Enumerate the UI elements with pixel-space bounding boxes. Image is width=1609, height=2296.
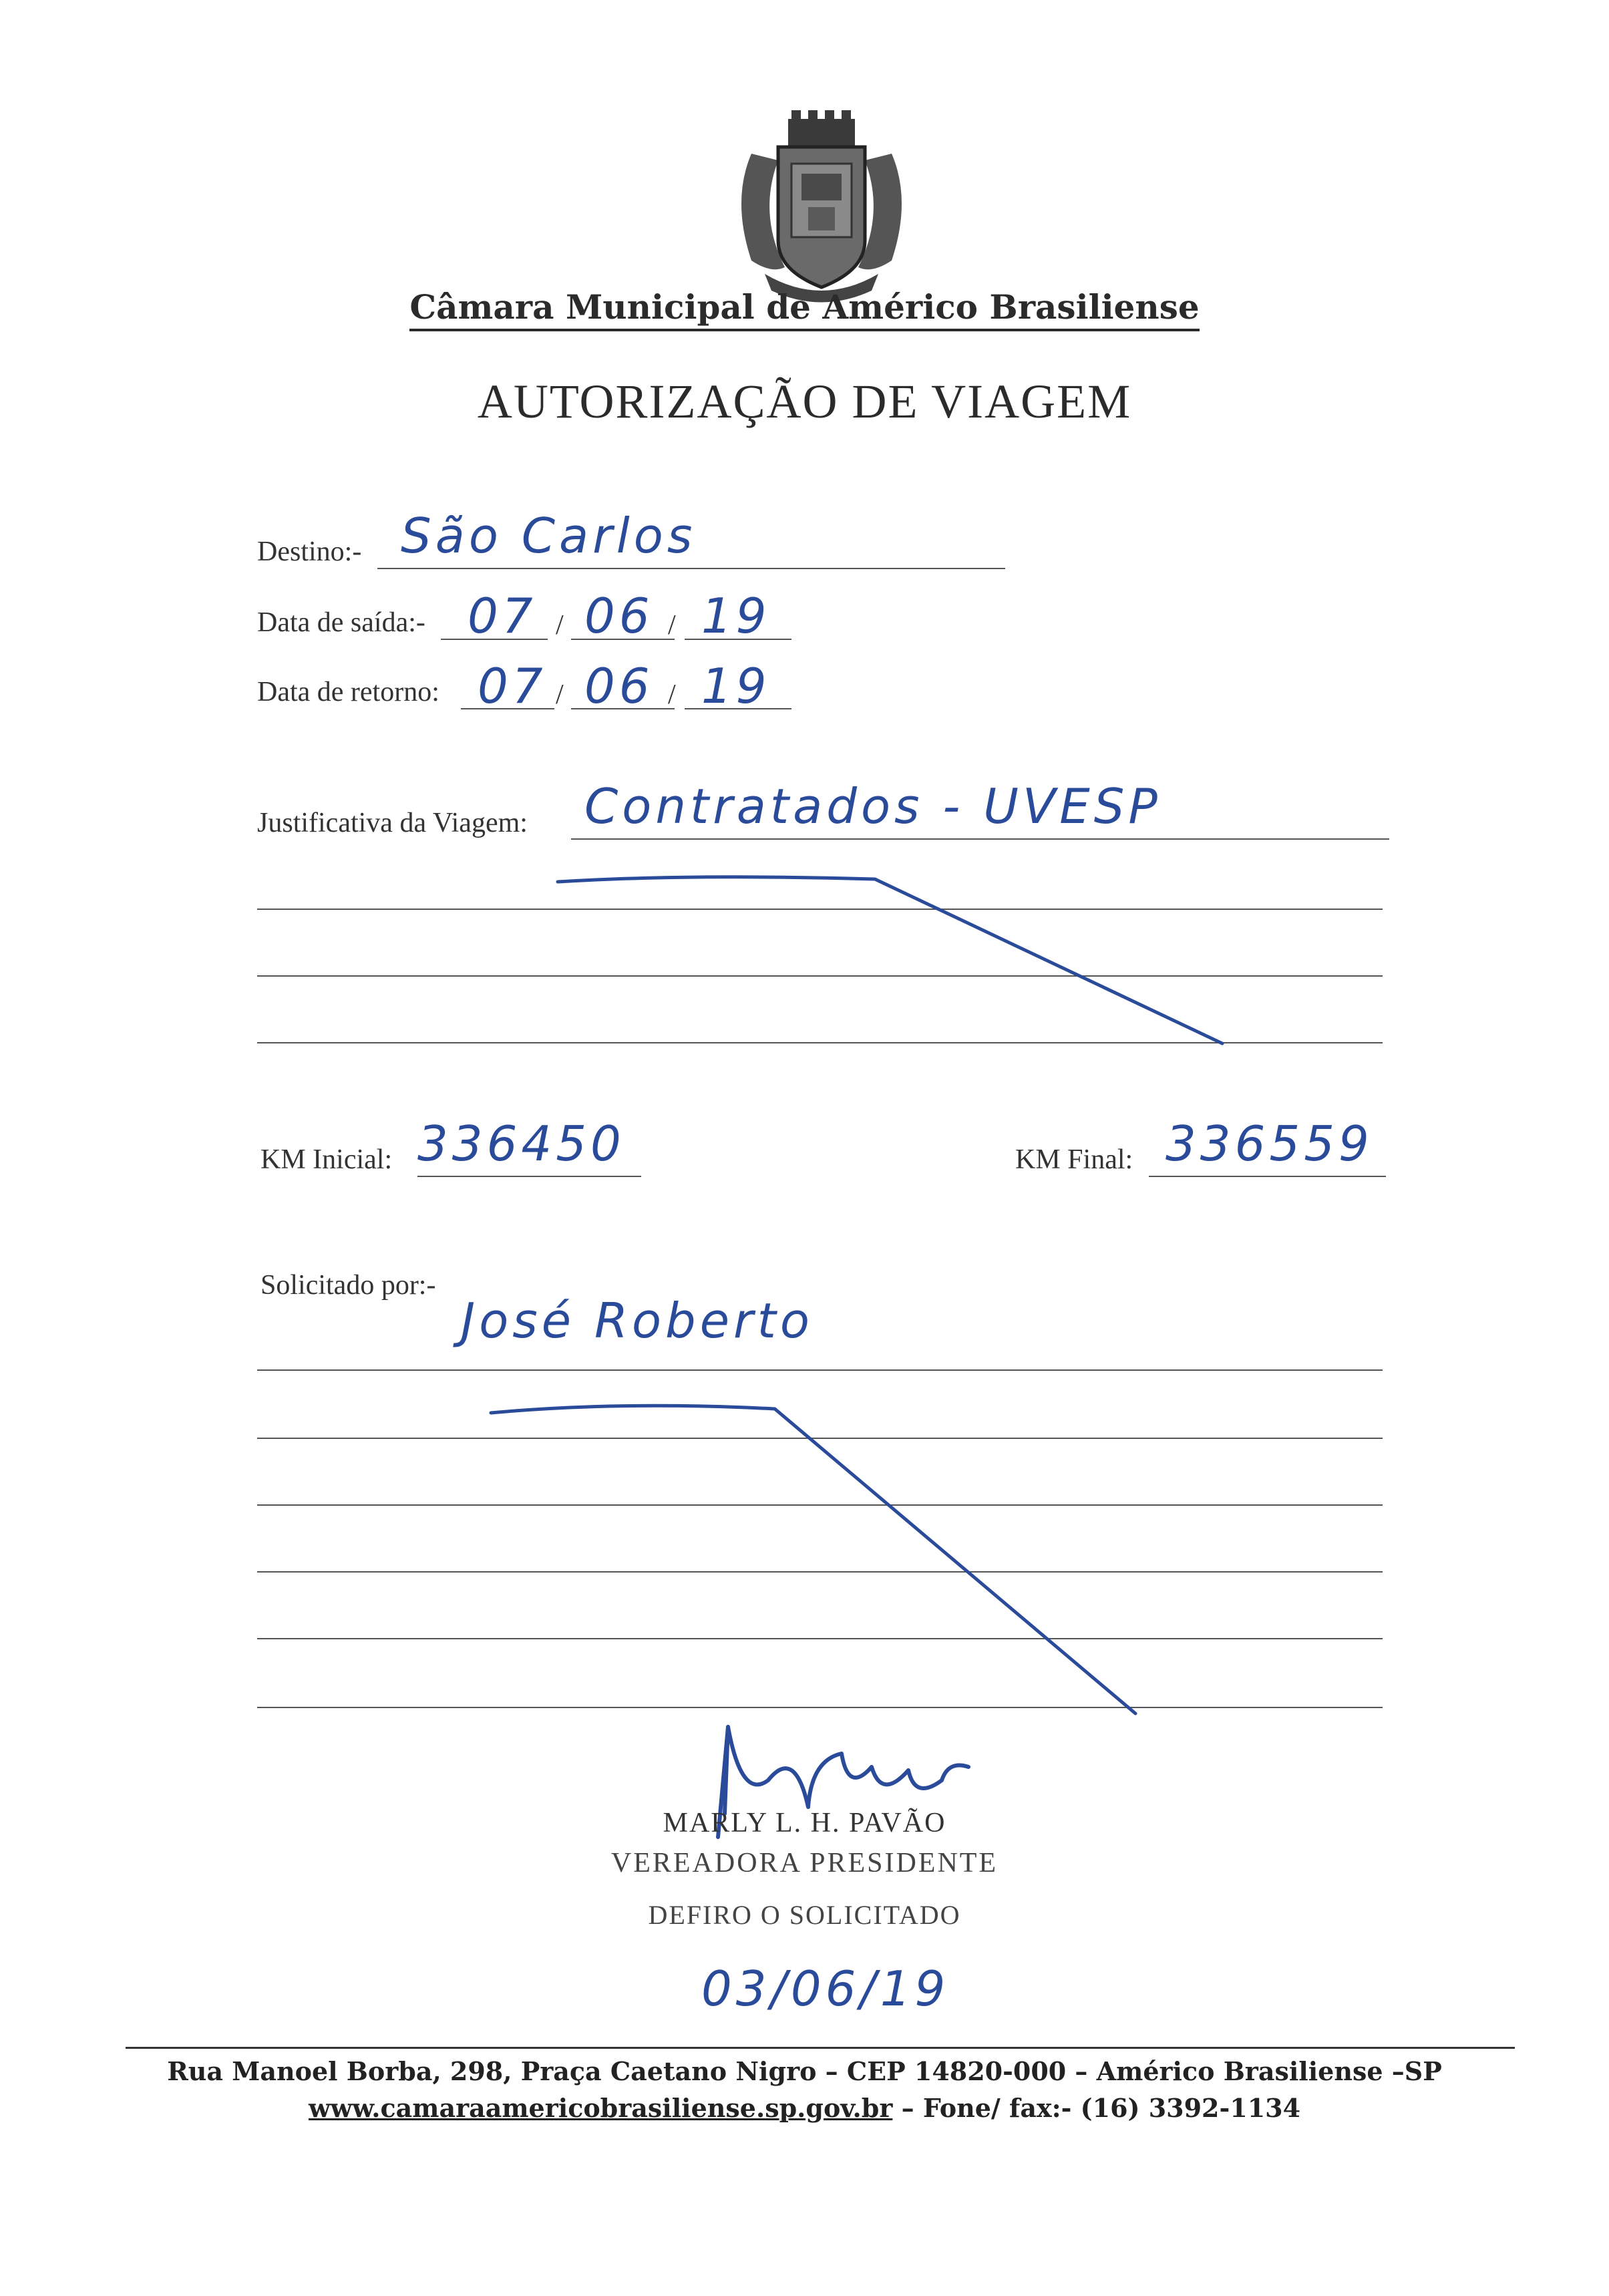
footer-phone: – Fone/ fax:- (16) 3392-1134: [892, 2093, 1301, 2123]
document-title: AUTORIZAÇÃO DE VIAGEM: [477, 375, 1132, 428]
signatory-role: VEREADORA PRESIDENTE: [610, 1848, 999, 1878]
footer-divider: [126, 2047, 1515, 2049]
coat-of-arms-icon: [725, 107, 918, 307]
footer-contact: [0, 2093, 1609, 2123]
data-saida-day: 07: [468, 588, 537, 644]
institution-name-text: Câmara Municipal de Américo Brasiliense: [409, 287, 1199, 331]
data-retorno-day: 07: [478, 658, 547, 714]
approval-text: DEFIRO O SOLICITADO: [648, 1900, 961, 1930]
justificativa-value: Contratados - UVESP: [584, 778, 1161, 834]
institution-name: [0, 287, 1609, 327]
destino-value: São Carlos: [401, 508, 697, 564]
data-saida-year: 19: [701, 588, 771, 644]
km-inicial-line: [417, 1176, 641, 1177]
destino-line: [377, 568, 1005, 569]
data-retorno-year: 19: [701, 658, 771, 714]
data-retorno-label: Data de retorno:: [257, 677, 439, 707]
km-inicial-value: 336450: [417, 1116, 625, 1172]
date-separator: /: [668, 679, 676, 710]
data-saida-label: Data de saída:-: [257, 607, 425, 638]
justificativa-strike-mark: [554, 868, 1236, 1055]
date-separator: /: [556, 610, 564, 641]
date-separator: /: [668, 610, 676, 641]
data-retorno-month: 06: [584, 658, 654, 714]
km-final-value: 336559: [1166, 1116, 1373, 1172]
justificativa-label: Justificativa da Viagem:: [257, 808, 528, 838]
solicitado-strike-mark: [488, 1393, 1149, 1720]
footer-website-link[interactable]: www.camaraamericobrasiliense.sp.gov.br: [308, 2093, 893, 2123]
justificativa-line-1: [571, 838, 1389, 840]
footer-address: Rua Manoel Borba, 298, Praça Caetano Nigro – CEP 14820-000 – Américo Brasiliense –SP: [167, 2056, 1442, 2086]
km-final-label: KM Final:: [1015, 1144, 1133, 1175]
data-saida-month: 06: [584, 588, 654, 644]
destino-label: Destino:-: [257, 536, 362, 567]
km-final-line: [1149, 1176, 1386, 1177]
date-separator: /: [556, 679, 564, 710]
km-inicial-label: KM Inicial:: [260, 1144, 393, 1175]
solicitado-label: Solicitado por:-: [260, 1270, 436, 1301]
approval-date: 03/06/19: [701, 1961, 950, 2017]
signatory-name: MARLY L. H. PAVÃO: [663, 1808, 946, 1838]
solicitado-value: José Roberto: [461, 1293, 814, 1349]
solicitado-line-1: [257, 1369, 1383, 1371]
